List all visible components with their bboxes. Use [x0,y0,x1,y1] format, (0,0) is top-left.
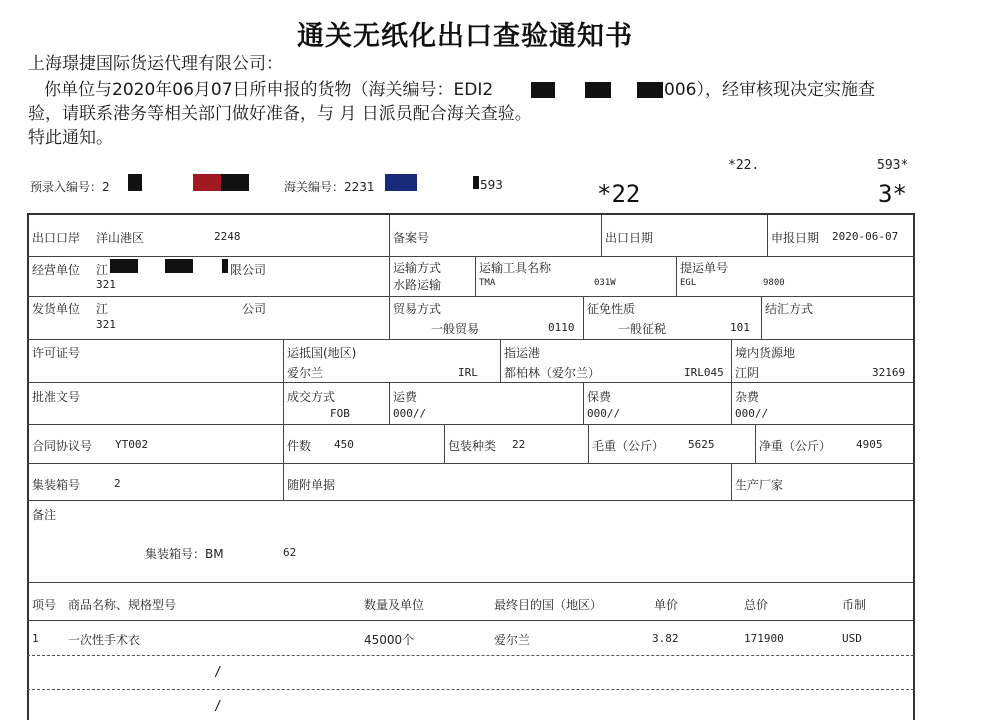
remarks-container-number-tail: 62 [283,546,297,559]
empty-row-slash: / [214,665,222,680]
insurance-label: 保费 [587,390,612,404]
shipper-name-a: 江 [96,302,109,316]
contract-label: 合同协议号 [32,439,93,453]
transport-tool-a: TMA [479,278,496,288]
freight-label: 运费 [393,390,418,404]
container-count-value: 2 [114,477,121,490]
export-date-label: 出口日期 [605,231,654,245]
attached-docs-label: 随附单据 [287,478,336,492]
export-port-code: 2248 [214,230,241,243]
redaction-block [193,174,221,191]
redaction-block [585,82,611,98]
misc-fee-label: 杂费 [735,390,760,404]
redaction-block [473,176,479,189]
customs-number-label: 海关编号：2231 [284,180,375,194]
bill-number-label: 提运单号 [680,261,729,275]
container-count-label: 集装箱号 [32,478,81,492]
manufacturer-label: 生产厂家 [735,478,784,492]
license-label: 许可证号 [32,346,81,360]
goods-header-name: 商品名称、规格型号 [68,598,177,612]
goods-item-no: 1 [32,632,39,645]
redaction-block [385,174,417,191]
redaction-block [637,82,663,98]
transport-tool-b: 031W [594,278,616,288]
declare-date-label: 申报日期 [771,231,820,245]
goods-header-quantity: 数量及单位 [364,598,425,612]
recipient: 上海璟捷国际货运代理有限公司： [28,54,283,74]
gross-weight-value: 5625 [688,438,715,451]
declare-date-value: 2020-06-07 [832,230,899,243]
body-line3: 特此通知。 [28,128,113,148]
pre-entry-number-label: 预录入编号：2 [30,180,110,194]
approval-label: 批准文号 [32,390,81,404]
remarks-label: 备注 [32,508,57,522]
barcode-text-small-tail: 593* [877,158,909,173]
barcode-text-large-tail: 3* [878,180,907,208]
insurance-value: 000// [587,407,621,420]
tax-nature-label: 征免性质 [587,302,636,316]
redaction-block [110,259,138,273]
misc-fee-value: 000// [735,407,769,420]
empty-row-slash: / [214,699,222,714]
redaction-block [531,82,555,98]
operator-name-b: 限公司 [230,263,267,277]
net-weight-label: 净重（公斤） [759,439,832,453]
page-title: 通关无纸化出口查验通知书 [297,21,633,52]
package-label: 包装种类 [448,439,497,453]
barcode-text-small: *22. [728,158,760,173]
goods-unit-price: 3.82 [652,632,679,645]
dest-port-value: 都柏林（爱尔兰） [504,366,601,380]
operator-name-a: 江 [96,263,109,277]
export-port-value: 洋山港区 [96,231,145,245]
package-value: 22 [512,438,526,451]
bill-number-a: EGL [680,278,697,288]
dest-country-code: IRL [458,366,478,379]
pieces-label: 件数 [287,439,312,453]
transport-mode-value: 水路运输 [393,278,442,292]
trade-mode-code: 0110 [548,321,575,334]
dest-port-label: 指运港 [504,346,541,360]
goods-total-price: 171900 [744,632,784,645]
operator-code: 321 [96,278,116,291]
shipper-code: 321 [96,318,116,331]
export-port-label: 出口口岸 [32,231,81,245]
trade-mode-label: 贸易方式 [393,302,442,316]
dest-port-code: IRL045 [684,366,724,379]
bill-number-b: 9800 [763,278,785,288]
origin-code: 32169 [872,366,906,379]
body-line1-b: 006），经审核现决定实施查 [664,80,875,100]
goods-header-currency: 币制 [842,598,867,612]
shipper-name-b: 公司 [242,302,267,316]
customs-number-tail: 593 [480,178,503,192]
goods-currency: USD [842,632,862,645]
goods-header-unit-price: 单价 [654,598,679,612]
goods-name: 一次性手术衣 [68,633,141,647]
goods-header-dest-country: 最终目的国（地区） [494,598,603,612]
dest-country-value: 爱尔兰 [287,366,324,380]
redaction-block [221,174,249,191]
operator-label: 经营单位 [32,263,81,277]
dest-country-label: 运抵国(地区) [287,346,357,360]
goods-header-item-no: 项号 [32,598,57,612]
record-number-label: 备案号 [393,231,430,245]
transport-mode-label: 运输方式 [393,261,442,275]
goods-header-total-price: 总价 [744,598,769,612]
pieces-value: 450 [334,438,354,451]
redaction-block [128,174,142,191]
origin-value: 江阴 [735,366,760,380]
goods-dest-country: 爱尔兰 [494,633,531,647]
transport-tool-label: 运输工具名称 [479,261,552,275]
body-line1-a: 你单位与2020年06月07日所申报的货物（海关编号：EDI2 [44,80,494,100]
body-line2: 验，请联系港务等相关部门做好准备，与 月 日派员配合海关查验。 [28,104,532,124]
goods-quantity: 45000个 [364,633,415,647]
tax-nature-code: 101 [730,321,750,334]
origin-label: 境内货源地 [735,346,796,360]
contract-value: YT002 [115,438,149,451]
barcode-text-large: *22 [597,180,641,208]
gross-weight-label: 毛重（公斤） [592,439,665,453]
redaction-block [165,259,193,273]
settlement-label: 结汇方式 [765,302,814,316]
deal-mode-value: FOB [330,407,350,420]
tax-nature-value: 一般征税 [618,322,667,336]
redaction-block [222,259,228,273]
freight-value: 000// [393,407,427,420]
shipper-label: 发货单位 [32,302,81,316]
net-weight-value: 4905 [856,438,883,451]
trade-mode-value: 一般贸易 [431,322,480,336]
remarks-container-number: 集装箱号：BM [145,547,224,561]
deal-mode-label: 成交方式 [287,390,336,404]
